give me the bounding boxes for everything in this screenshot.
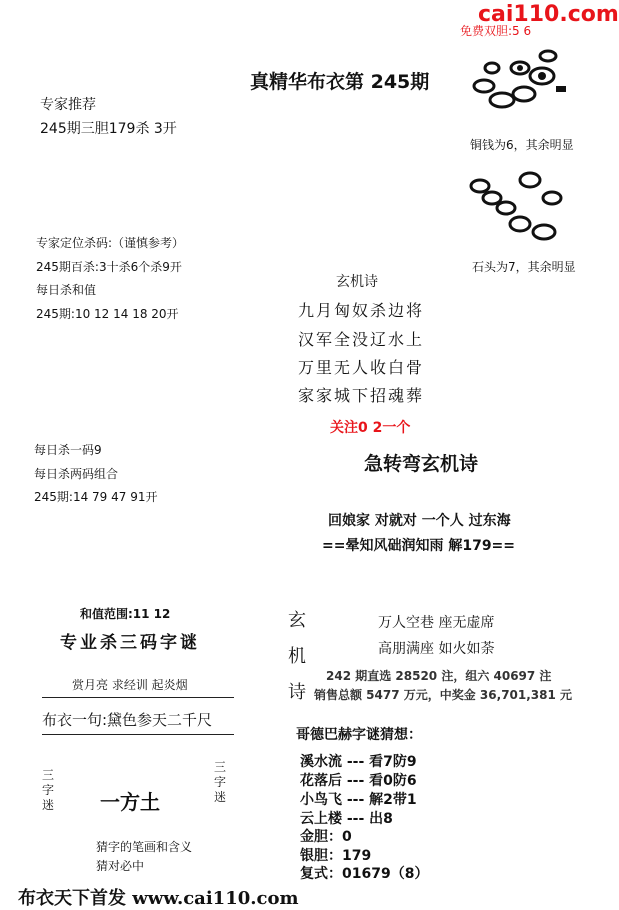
riddle-note2: 猜对必中 [96,859,145,873]
xuanji-line1: 万人空巷 座无虚席 [378,615,495,631]
riddle-heading: 专业杀三码字谜 [60,633,200,653]
expert-line: 245期三胆179杀 3开 [40,121,177,137]
position-kill-line1: 245期百杀:3十杀6个杀9开 [36,260,182,274]
footer-text[interactable]: 布衣天下首发 www.cai110.com [18,888,299,909]
coins-caption: 铜钱为6，其余明显 [470,138,574,152]
free-tag: 免费双胆:5 6 [460,24,532,38]
goldbach-item: 小鸟飞 --- 解2带1 [300,792,417,808]
stone-cluster-icon [462,168,572,248]
xuanji-char: 玄 [288,610,306,631]
position-kill-heading: 专家定位杀码:（谨慎参考） [36,236,185,250]
goldbach-item: 金胆：0 [300,829,352,845]
sales-line1: 242 期直选 28520 注，组六 40697 注 [326,669,552,683]
riddle-sub: 赏月亮 求经训 起炎烟 [72,678,188,692]
goldbach-item: 复式：01679（8） [300,866,429,882]
poem1-line: 九月匈奴杀边将 [298,301,425,320]
poem1-title: 玄机诗 [336,274,378,290]
xuanji-char: 诗 [288,682,306,703]
goldbach-title: 哥德巴赫字谜猜想： [296,727,422,743]
sum-range: 和值范围:11 12 [80,607,171,621]
daily-kill-line3: 245期:14 79 47 91开 [34,490,158,504]
riddle-side-right: 三字迷 [214,760,227,804]
goldbach-item: 溪水流 --- 看7防9 [300,754,417,770]
divider [42,734,234,735]
riddle-side-left: 三字迷 [42,768,55,812]
poem2-line2: ==晕知风础润知雨 解179== [322,538,516,554]
riddle-note1: 猜字的笔画和含义 [96,840,193,854]
expert-heading: 专家推荐 [40,97,96,113]
poem1-line: 万里无人收白骨 [298,358,425,377]
riddle-one-line: 布衣一句:黛色参天二千尺 [42,711,213,729]
xuanji-char: 机 [288,646,306,667]
riddle-center: 一方土 [100,790,160,814]
sales-line2: 销售总额 5477 万元，中奖金 36,701,381 元 [314,688,573,702]
goldbach-item: 云上楼 --- 出8 [300,811,393,827]
page-title: 真精华布衣第 245期 [250,71,430,93]
coin-cluster-icon [462,46,572,126]
poem2-title: 急转弯玄机诗 [364,453,479,475]
goldbach-item: 银胆：179 [300,848,372,864]
goldbach-item: 花落后 --- 看0防6 [300,773,417,789]
daily-kill-line2: 每日杀两码组合 [34,467,119,481]
daily-kill-line1: 每日杀一码9 [34,443,102,457]
poem1-line: 汉军全没辽水上 [298,330,425,349]
stones-caption: 石头为7，其余明显 [472,260,576,274]
position-kill-line3: 245期:10 12 14 18 20开 [36,307,179,321]
poem2-line1: 回娘家 对就对 一个人 过东海 [328,513,511,529]
focus-label: 关注0 2一个 [330,420,411,436]
position-kill-line2: 每日杀和值 [36,283,97,297]
poem1-line: 家家城下招魂葬 [298,386,425,405]
xuanji-line2: 高朋满座 如火如荼 [378,641,495,657]
site-logo[interactable]: cai110.com [478,2,619,27]
divider [42,697,234,698]
